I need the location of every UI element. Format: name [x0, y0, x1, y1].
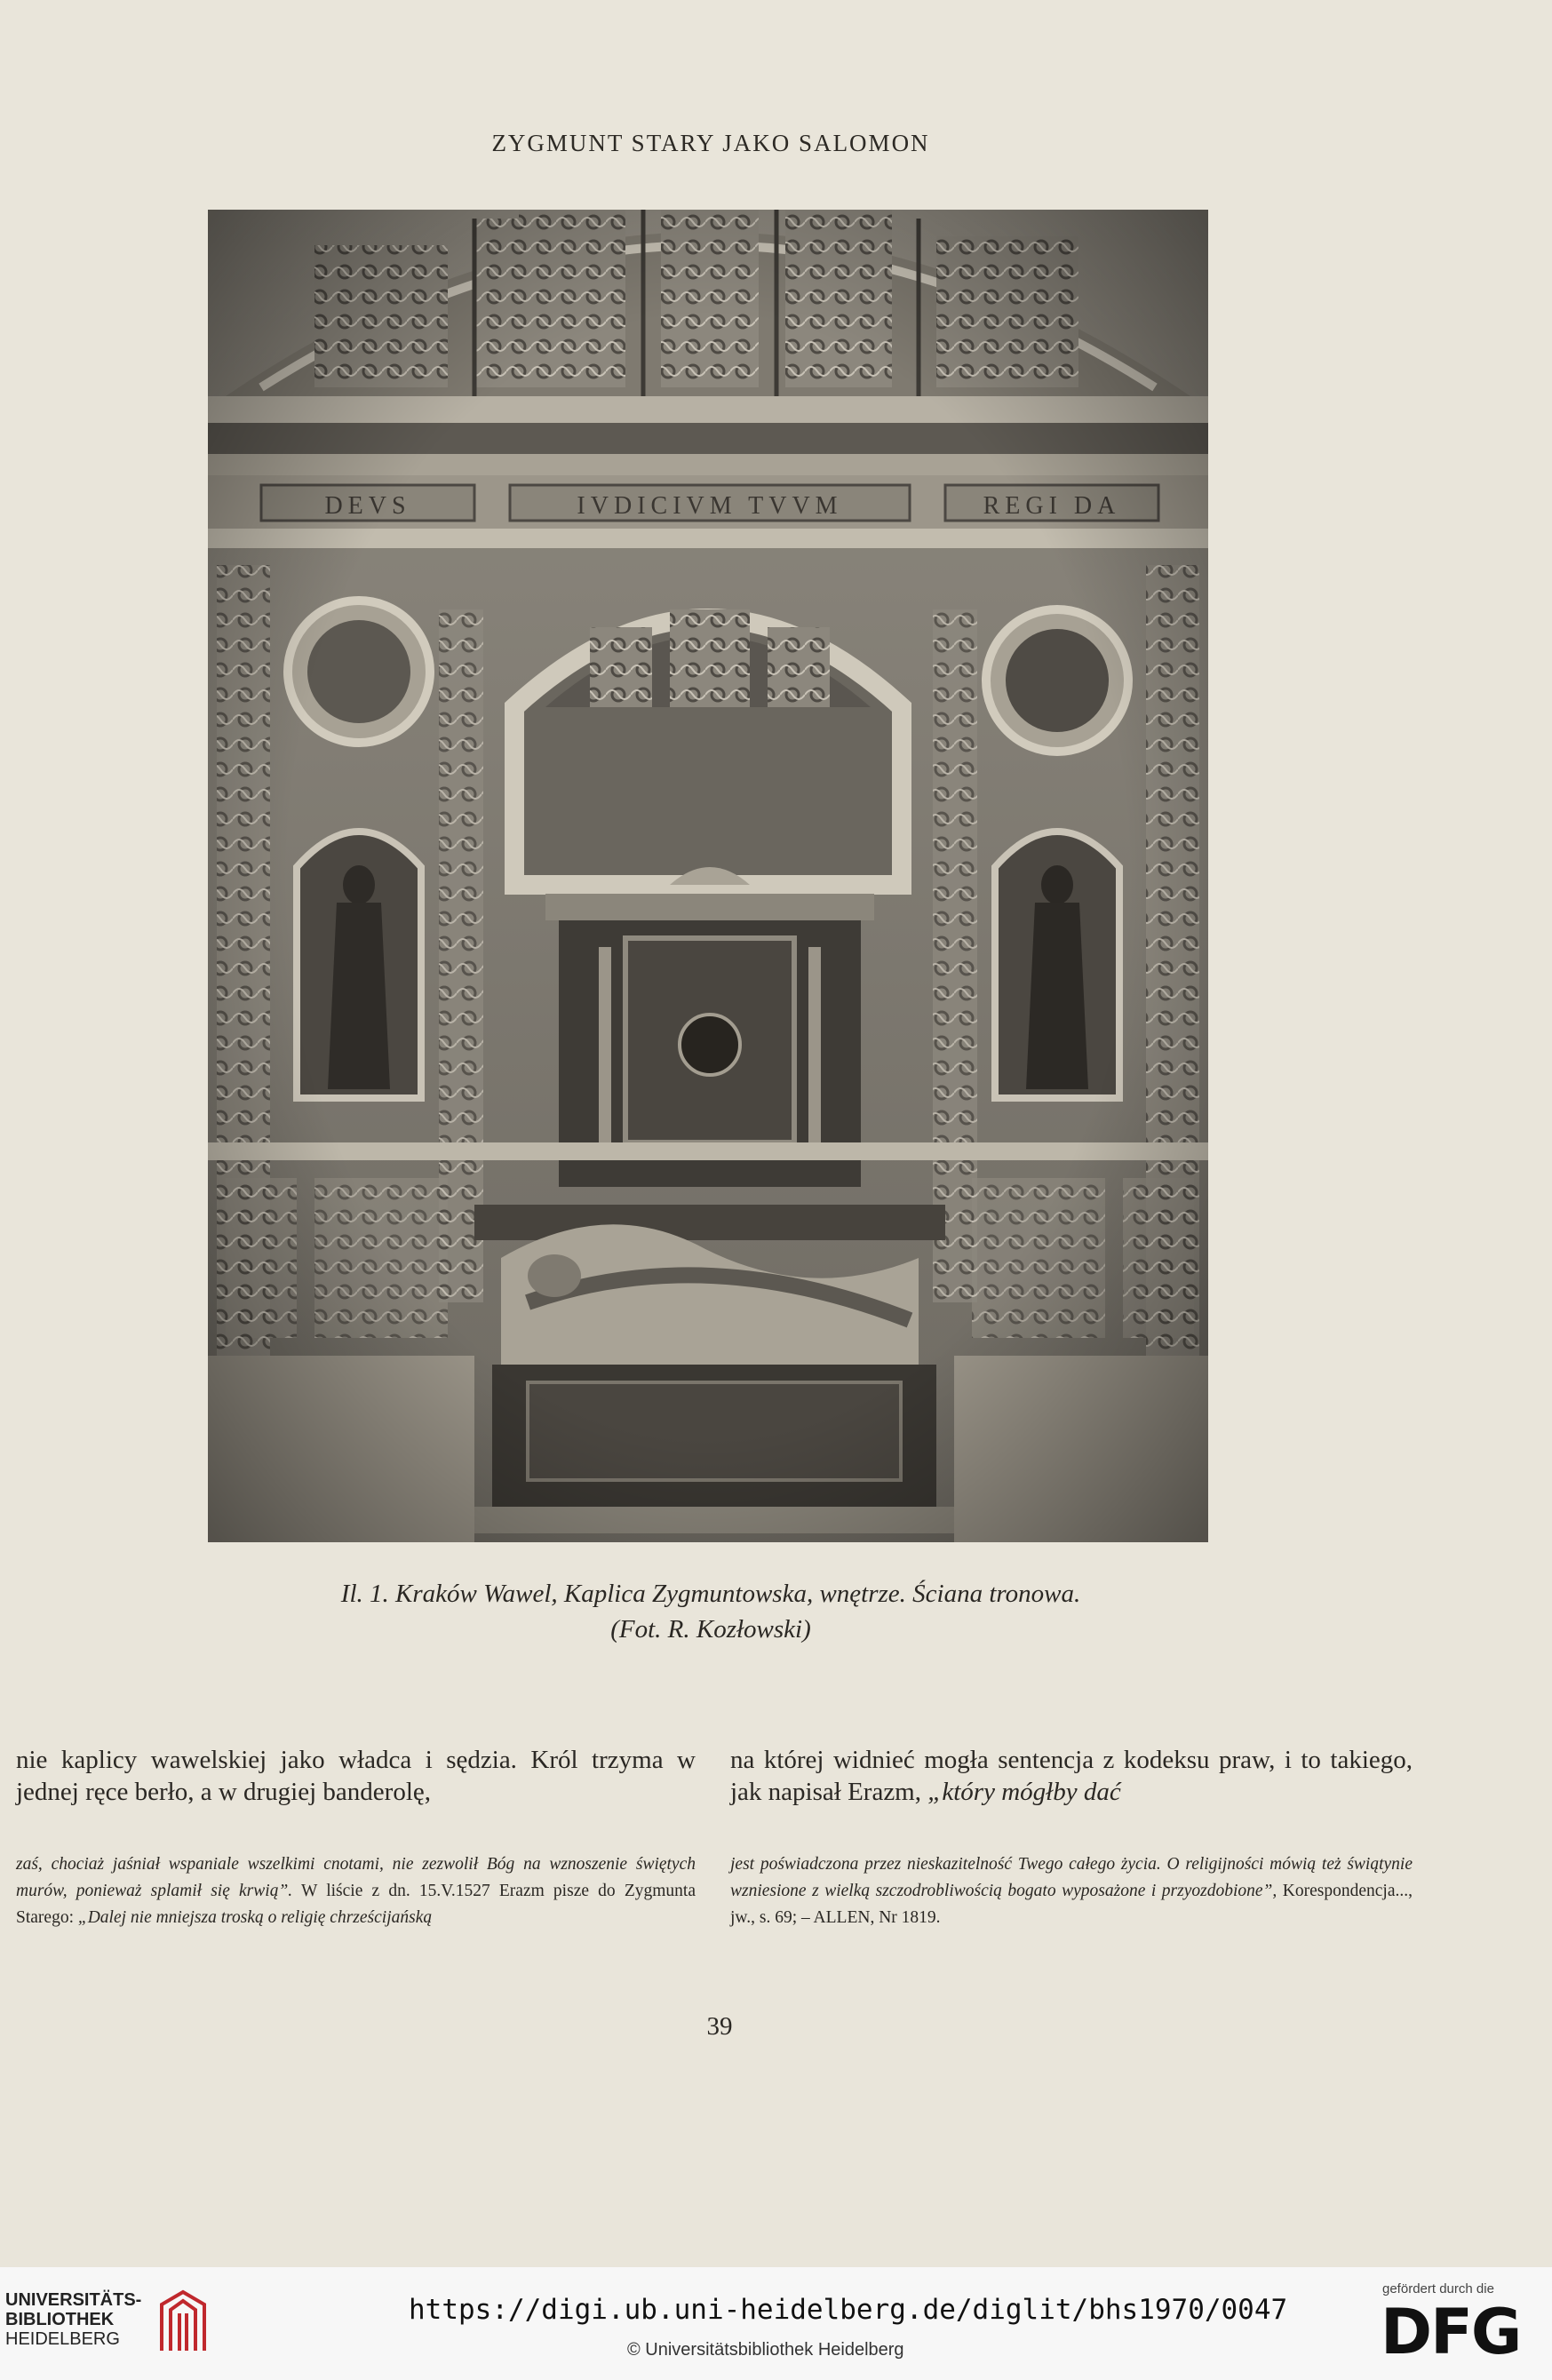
body-right-plain: na której widnieć mogła sentencja z kodeksu praw, i to takiego, jak napisał Erazm,: [730, 1746, 1413, 1806]
library-line-2: BIBLIOTHEK: [5, 2310, 115, 2329]
chapel-photo-illustration: [208, 210, 1208, 1542]
footnote-right-plain: Korespondencja..., jw., s. 69; – ALLEN, Nr 1819.: [730, 1882, 1413, 1927]
chapel-photograph: [208, 210, 1208, 1542]
permalink-url[interactable]: https://digi.ub.uni-heidelberg.de/diglit/bhs1970/0047: [409, 2294, 1288, 2326]
footnote-left-plain: W liście z dn. 15.V.1527 Erazm pisze do Zygmunta Starego:: [16, 1882, 696, 1927]
copyright-notice: © Universitätsbibliothek Heidelberg: [627, 2340, 904, 2360]
funder-name: DFG: [1381, 2296, 1521, 2368]
figure-caption: [0, 1576, 1421, 1647]
library-name: [5, 2290, 141, 2349]
digitization-footer: [0, 2267, 1552, 2380]
dfg-logo[interactable]: [1379, 2281, 1539, 2370]
library-line-3: HEIDELBERG: [5, 2329, 120, 2349]
caption-line-2: (Fot. R. Kozłowski): [610, 1615, 811, 1644]
footnote-right: [730, 1851, 1413, 1931]
page-number: 39: [706, 2012, 733, 2041]
library-mark-icon: [156, 2288, 210, 2356]
body-text-right: [730, 1744, 1413, 1808]
footnote-left-quote-2: „Dalej nie mniejsza troską o religię chrześcijańską: [77, 1908, 433, 1927]
footnote-left: [16, 1851, 696, 1931]
body-text-left: nie kaplicy wawelskiej jako władca i sędzia. Król trzyma w jednej ręce berło, a w drugiej banderolę,: [16, 1746, 696, 1806]
library-logo[interactable]: [5, 2290, 227, 2361]
funder-note: gefördert durch die: [1382, 2281, 1494, 2296]
footnote-right-quote: jest poświadczona przez nieskazitelność Twego całego życia. O religijności mówią też świątynie wzniesione z wielką szczodrobliwością bogato wyposażone i przyozdobione”,: [730, 1855, 1413, 1900]
caption-line-1: Il. 1. Kraków Wawel, Kaplica Zygmuntowska, wnętrze. Ściana tronowa.: [340, 1580, 1081, 1608]
footnote-left-quote: zaś, chociaż jaśniał wspaniale wszelkimi cnotami, nie zezwolił Bóg na wznoszenie świętych murów, ponieważ splamił się krwią”.: [16, 1855, 696, 1900]
body-right-quote: „który mógłby dać: [927, 1778, 1121, 1806]
running-title: ZYGMUNT STARY JAKO SALOMON: [491, 130, 930, 156]
library-line-1: UNIVERSITÄTS-: [5, 2290, 142, 2310]
